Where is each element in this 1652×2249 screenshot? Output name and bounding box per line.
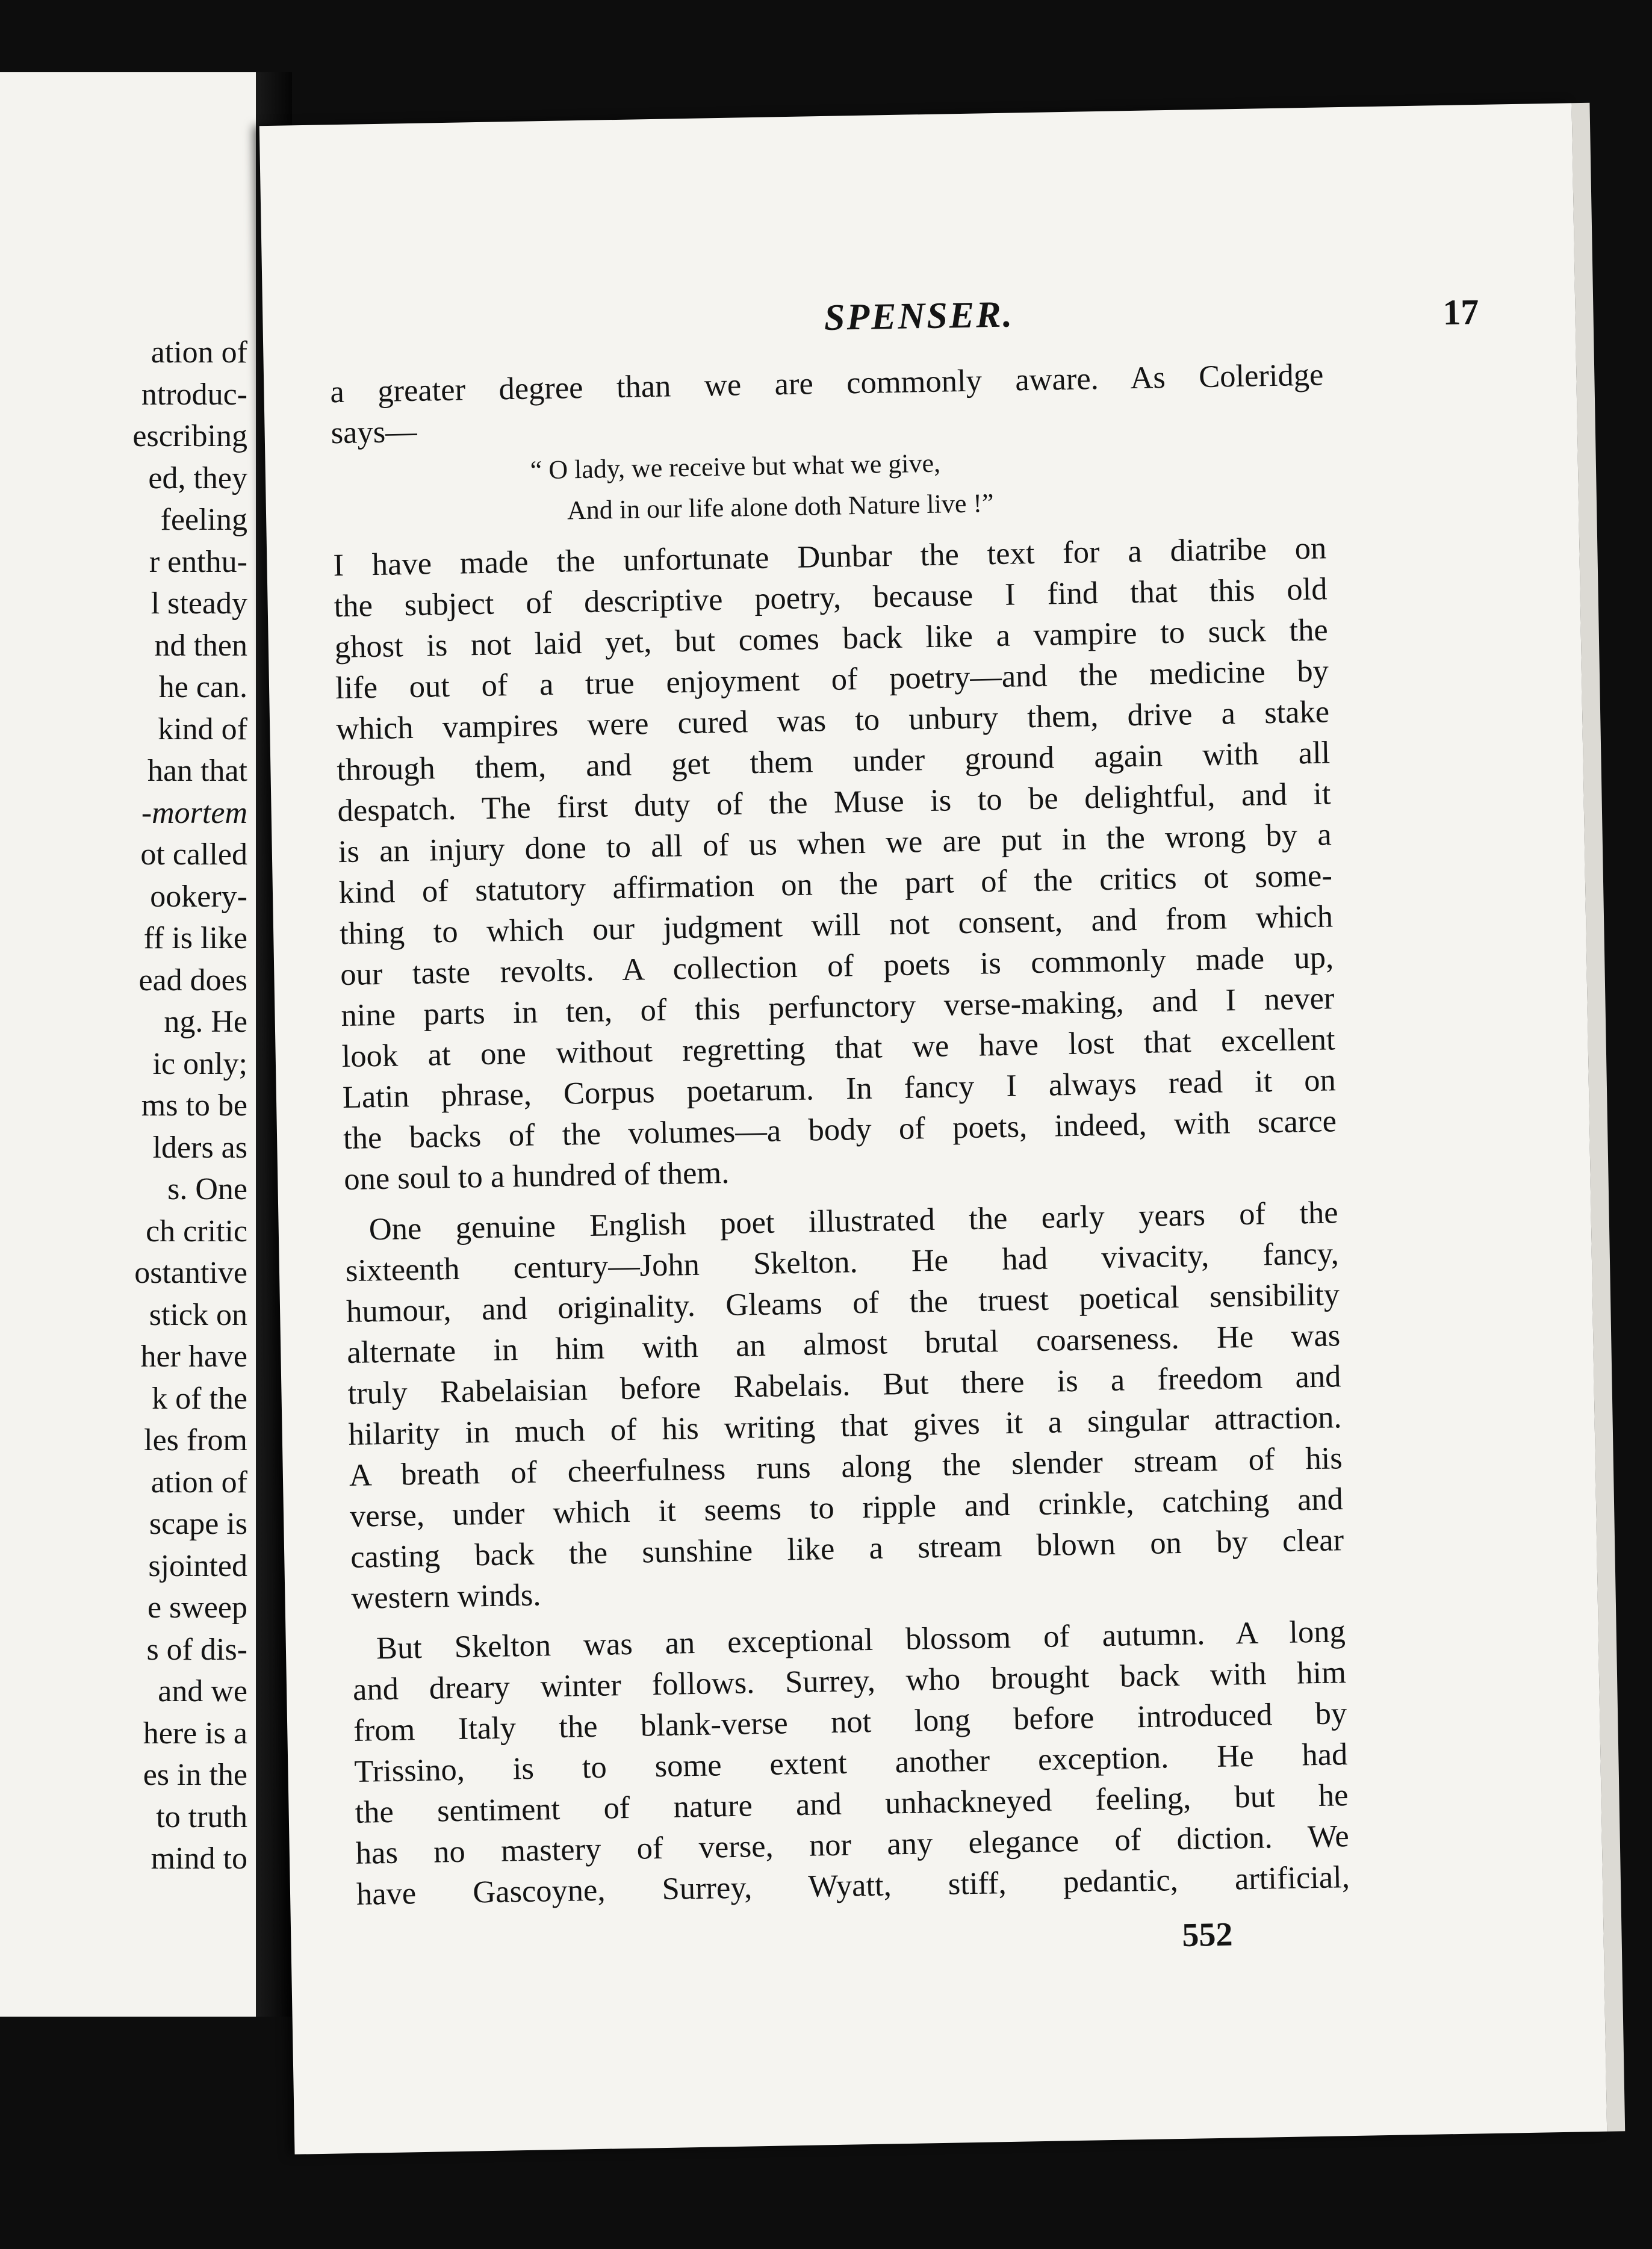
text-line: One genuine English poet illustrated the early years of the <box>368 1195 1339 1247</box>
left-page-line: ookery- <box>150 879 247 914</box>
left-page-line: ng. He <box>164 1005 247 1039</box>
text-line: Trissino, is to some extent another exception. He had <box>353 1737 1348 1789</box>
text-line: ghost is not laid yet, but comes back like a vampire to suck the <box>334 612 1329 665</box>
left-page <box>0 72 256 2017</box>
text-line: life out of a true enjoyment of poetry—and the medicine by <box>335 653 1329 706</box>
text-line: A breath of cheerfulness runs along the slender stream of his <box>349 1441 1343 1494</box>
text-line: a greater degree than we are commonly aware. As Coleridge <box>329 357 1324 410</box>
left-page-line: l steady <box>151 586 247 621</box>
left-page-line: ch critic <box>146 1214 247 1249</box>
left-page-line: he can. <box>158 670 247 704</box>
left-page-line: lders as <box>152 1130 247 1165</box>
signature-mark: 552 <box>1181 1916 1233 1954</box>
text-line: through them, and get them under ground again with all <box>336 735 1331 788</box>
text-line: verse, under which it seems to ripple and crinkle, catching and <box>349 1481 1344 1534</box>
left-page-line: s of dis- <box>146 1632 247 1667</box>
text-line: sixteenth century—John Skelton. He had vivacity, fancy, <box>345 1236 1340 1289</box>
body-text <box>330 355 1350 1915</box>
left-page-line: r enthu- <box>149 544 247 579</box>
text-line: have Gascoyne, Surrey, Wyatt, stiff, pedantic, artificial, <box>356 1860 1350 1912</box>
text-line: which vampires were cured was to unbury them, drive a stake <box>335 694 1330 747</box>
left-page-line: les from <box>144 1423 247 1457</box>
left-page-line: ic only; <box>152 1046 247 1081</box>
text-line: our taste revolts. A collection of poets is commonly made up, <box>340 940 1334 993</box>
text-line: the sentiment of nature and unhackneyed feeling, but he <box>355 1778 1349 1830</box>
text-line: hilarity in much of his writing that gives it a singular attraction. <box>348 1400 1342 1453</box>
left-page-line: escribing <box>132 419 247 453</box>
text-line: from Italy the blank-verse not long before introduced by <box>353 1696 1347 1748</box>
text-line: look at one without regretting that we have lost that excellent <box>341 1022 1336 1075</box>
text-line: is an injury done to all of us when we are put in the wrong by a <box>338 817 1332 870</box>
left-page-line: s. One <box>167 1172 247 1206</box>
text-line: But Skelton was an exceptional blossom of autumn. A long <box>376 1614 1346 1666</box>
left-page-line: es in the <box>143 1758 247 1792</box>
left-page-line: ff is like <box>143 921 247 955</box>
text-line: And in our life alone doth Nature live !” <box>567 488 994 526</box>
text-line: Latin phrase, Corpus poetarum. In fancy I always read it on <box>342 1062 1337 1115</box>
text-line: the subject of descriptive poetry, because I find that this old <box>334 571 1328 624</box>
text-line: the backs of the volumes—a body of poets, indeed, with scarce <box>343 1103 1337 1156</box>
text-line: has no mastery of verse, nor any elegance of diction. We <box>355 1819 1350 1871</box>
left-page-line: scape is <box>149 1507 247 1541</box>
left-page-line: ntroduc- <box>141 377 247 412</box>
left-page-line: kind of <box>158 712 247 746</box>
text-line: truly Rabelaisian before Rabelais. But there is a freedom and <box>347 1359 1341 1412</box>
text-line: western winds. <box>350 1577 541 1616</box>
left-page-line: ed, they <box>148 461 247 495</box>
left-page-line: mind to <box>151 1841 247 1876</box>
left-page-line: -mortem <box>141 795 247 830</box>
page-number: 17 <box>1442 291 1480 333</box>
left-page-line: stick on <box>149 1297 247 1332</box>
left-page-line: here is a <box>143 1716 247 1751</box>
text-line: “ O lady, we receive but what we give, <box>530 448 941 485</box>
left-page-line: feeling <box>160 503 247 537</box>
text-line: says— <box>331 414 418 451</box>
text-line: and dreary winter follows. Surrey, who brought back with him <box>352 1655 1347 1707</box>
left-page-line: ostantive <box>134 1256 247 1290</box>
text-line: casting back the sunshine like a stream blown on by clear <box>350 1522 1344 1575</box>
text-line: humour, and originality. Gleams of the truest poetical sensibility <box>346 1277 1340 1330</box>
text-line: one soul to a hundred of them. <box>343 1155 730 1197</box>
running-head: SPENSER. <box>824 294 1014 338</box>
text-line: I have made the unfortunate Dunbar the text for a diatribe on <box>333 530 1327 583</box>
left-page-line: sjointed <box>148 1548 247 1583</box>
left-page-line: to truth <box>156 1799 247 1834</box>
left-page-line: and we <box>158 1674 247 1708</box>
left-page-line: ead does <box>138 963 247 997</box>
left-page-line: ot called <box>140 837 247 872</box>
left-page-line: han that <box>147 754 247 788</box>
text-line: thing to which our judgment will not consent, and from which <box>339 899 1334 952</box>
left-page-line: nd then <box>154 628 247 663</box>
left-page-line: ation of <box>151 1465 247 1500</box>
left-page-line: k of the <box>152 1381 247 1416</box>
page-edge <box>1571 103 1625 2132</box>
left-page-line: e sweep <box>147 1590 247 1625</box>
text-line: despatch. The first duty of the Muse is to be delightful, and it <box>337 776 1331 829</box>
right-page <box>259 103 1607 2154</box>
left-page-line: ms to be <box>141 1088 247 1123</box>
text-line: kind of statutory affirmation on the part of the critics ot some- <box>338 858 1333 911</box>
left-page-line: ation of <box>151 335 247 370</box>
text-line: alternate in him with an almost brutal coarseness. He was <box>346 1318 1341 1371</box>
text-line: nine parts in ten, of this perfunctory verse-making, and I never <box>341 981 1335 1034</box>
left-page-line: her have <box>140 1339 247 1374</box>
